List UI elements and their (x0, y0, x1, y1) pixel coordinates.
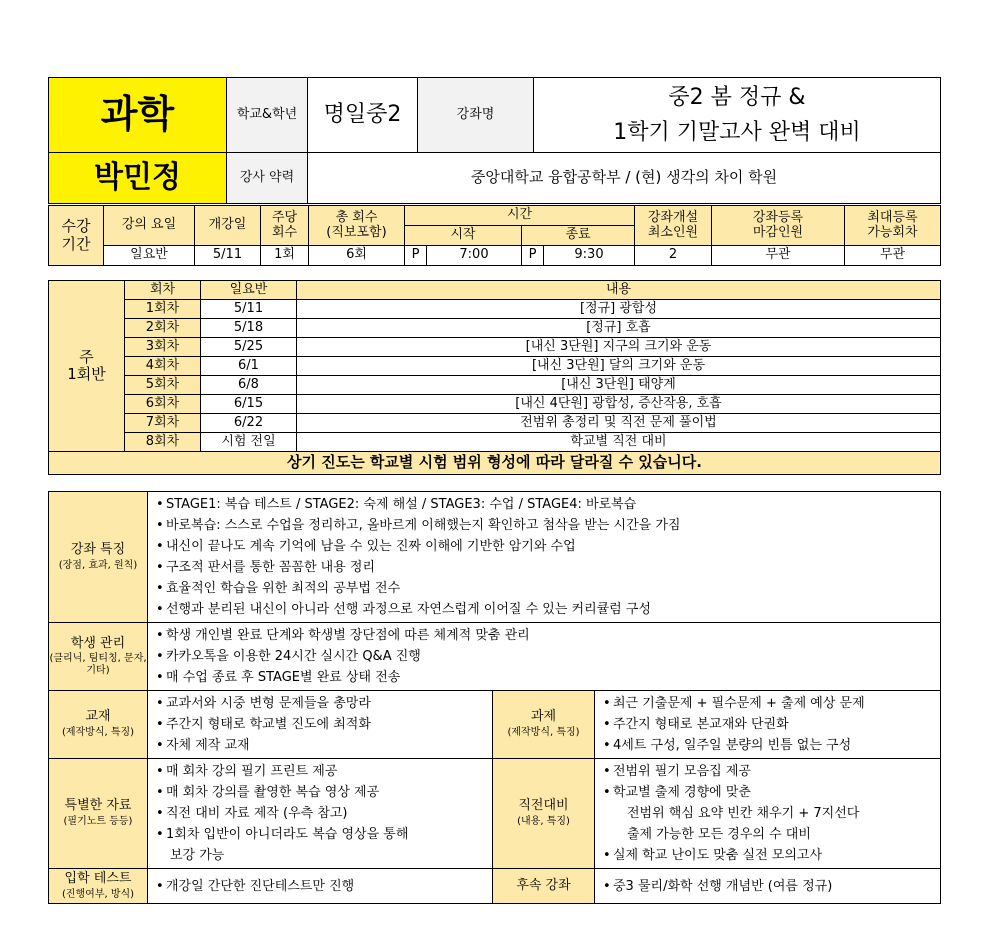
course-feature-sub: (장점, 효과, 원칙) (58, 559, 138, 571)
course-info-table (48, 205, 941, 266)
bullet-icon: • (156, 696, 164, 711)
item-text: 주간지 형태로 본교재와 단권화 (613, 717, 789, 732)
bullet-icon: • (156, 670, 164, 685)
content-cell: [내신 4단원] 광합성, 증산작용, 호흡 (297, 395, 941, 414)
content-cell: [정규] 광합성 (297, 300, 941, 319)
homework-title: 과제 (530, 709, 557, 725)
session-cell: 7회차 (125, 414, 201, 433)
final-sub: (내용, 특징) (517, 816, 570, 828)
teacher-name: 박민정 (49, 153, 227, 204)
end-label: 종료 (522, 226, 635, 246)
list-item (156, 536, 934, 557)
schedule-row (49, 414, 941, 433)
course-name-label: 강좌명 (418, 78, 534, 153)
item-text: 전범위 필기 모음집 제공 (613, 764, 751, 779)
bullet-icon: • (156, 649, 164, 664)
item-text: 자체 제작 교재 (166, 738, 250, 753)
week-label: 주 1회반 (49, 281, 125, 452)
schedule-note: 상기 진도는 학교별 시험 범위 형성에 따라 달라질 수 있습니다. (49, 452, 941, 475)
content-cell: 전범위 총정리 및 직전 문제 풀이법 (297, 414, 941, 433)
item-text: 바로복습: 스스로 수업을 정리하고, 올바르게 이해했는지 확인하고 첨삭을 받는 시간을 가짐 (166, 518, 681, 533)
item-text: 매 회차 강의 필기 프린트 제공 (166, 764, 338, 779)
item-text: 내신이 끝나도 계속 기억에 남을 수 있는 진짜 이해에 기반한 암기와 수업 (166, 539, 576, 554)
time-label: 시간 (405, 206, 635, 226)
course-title-line1: 중2 봄 정규 & (668, 84, 806, 110)
career-label: 강사 약력 (227, 153, 308, 204)
item-text: 카카오톡을 이용한 24시간 실시간 Q&A 진행 (166, 649, 421, 664)
entrance-label (49, 869, 148, 904)
start-ampm: P (405, 246, 427, 266)
item-text: 교과서와 시중 변형 문제들을 총망라 (166, 696, 371, 711)
session-cell: 5회차 (125, 376, 201, 395)
list-item (156, 557, 934, 578)
bullet-icon: • (603, 696, 611, 711)
bullet-icon: • (603, 738, 611, 753)
list-item (156, 667, 934, 688)
bullet-icon: • (156, 764, 164, 779)
total-value: 6회 (309, 246, 405, 266)
item-text: 직전 대비 자료 제작 (우측 참고) (166, 806, 348, 821)
session-cell: 8회차 (125, 433, 201, 452)
bullet-icon: • (156, 497, 164, 512)
item-text: 선행과 분리된 내신이 아니라 선행 과정으로 자연스럽게 이어질 수 있는 커리큘럼 구성 (166, 602, 651, 617)
bullet-icon: • (156, 628, 164, 643)
date-cell: 5/25 (201, 338, 297, 357)
list-item (156, 625, 934, 646)
session-cell: 3회차 (125, 338, 201, 357)
list-item (156, 761, 486, 782)
list-item (156, 578, 934, 599)
student-label (49, 623, 148, 691)
final-title: 직전대비 (518, 798, 569, 814)
list-item (156, 876, 486, 897)
start-date-label: 개강일 (195, 206, 261, 246)
material-list (148, 691, 493, 759)
bullet-icon: • (156, 785, 164, 800)
special-sub: (필기노트 등등) (63, 816, 133, 828)
final-label (493, 759, 595, 869)
entrance-title: 입학 테스트 (64, 870, 132, 886)
list-item (156, 714, 486, 735)
list-item (156, 803, 486, 824)
bullet-icon: • (603, 848, 611, 863)
homework-label (493, 691, 595, 759)
session-cell: 6회차 (125, 395, 201, 414)
item-text: 중3 물리/화학 선행 개념반 (여름 정규) (613, 878, 833, 894)
list-item (156, 494, 934, 515)
content-cell: [내신 3단원] 지구의 크기와 운동 (297, 338, 941, 357)
bullet-icon: • (156, 717, 164, 732)
min-label: 강좌개설 최소인원 (635, 206, 712, 246)
career-value: 중앙대학교 융합공학부 / (현) 생각의 차이 학원 (308, 153, 941, 204)
date-cell: 시험 전일 (201, 433, 297, 452)
start-label: 시작 (405, 226, 522, 246)
follow-content (595, 869, 941, 904)
list-item (603, 693, 934, 714)
col-content-header: 내용 (297, 281, 941, 300)
day-label: 강의 요일 (104, 206, 195, 246)
list-item (156, 824, 486, 845)
item-text: 실제 학교 난이도 맞춤 실전 모의고사 (613, 848, 823, 863)
date-cell: 6/22 (201, 414, 297, 433)
school-grade-label: 학교&학년 (227, 78, 308, 153)
list-item (156, 782, 486, 803)
list-item (156, 735, 486, 756)
day-value: 일요반 (104, 246, 195, 266)
item-text: 효율적인 학습을 위한 최적의 공부법 전수 (166, 581, 401, 596)
bullet-icon: • (603, 785, 611, 800)
list-item (156, 693, 486, 714)
bullet-icon: • (156, 518, 164, 533)
course-feature-label (49, 492, 148, 623)
homework-sub: (제작방식, 특징) (507, 727, 580, 739)
item-text: 학생 개인별 완료 단계와 학생별 장단점에 따른 체계적 맞춤 관리 (166, 628, 530, 643)
content-cell: [내신 3단원] 달의 크기와 운동 (297, 357, 941, 376)
subject-cell: 과학 (49, 78, 227, 153)
session-cell: 1회차 (125, 300, 201, 319)
deadline-value: 무관 (712, 246, 845, 266)
date-cell: 6/15 (201, 395, 297, 414)
follow-label: 후속 강좌 (493, 869, 595, 904)
material-sub: (제작방식, 특징) (61, 727, 135, 739)
entrance-content (148, 869, 493, 904)
item-text: 학교별 출제 경향에 맞춘 (613, 785, 751, 800)
item-text: STAGE1: 복습 테스트 / STAGE2: 숙제 해설 / STAGE3: 수업 / STAGE4: 바로복습 (166, 497, 637, 512)
list-item (156, 646, 934, 667)
weekly-value: 1회 (261, 246, 309, 266)
schedule-row (49, 357, 941, 376)
course-title (534, 78, 941, 153)
bullet-icon: • (603, 717, 611, 732)
student-title: 학생 관리 (70, 635, 126, 651)
max-label: 최대등록 가능회차 (845, 206, 941, 246)
item-text: 매 수업 종료 후 STAGE별 완료 상태 전송 (166, 670, 401, 685)
bullet-icon: • (156, 581, 164, 596)
date-cell: 5/18 (201, 319, 297, 338)
material-title: 교재 (85, 709, 111, 725)
bullet-icon: • (156, 878, 164, 894)
student-list (148, 623, 941, 691)
bullet-icon: • (156, 560, 164, 575)
start-date-value: 5/11 (195, 246, 261, 266)
item-text: 매 회차 강의를 촬영한 복습 영상 제공 (166, 785, 380, 800)
bullet-icon: • (156, 738, 164, 753)
features-table (48, 491, 941, 904)
header-table (48, 77, 941, 204)
bullet-icon: • (156, 539, 164, 554)
list-item-continued: 출제 가능한 모든 경우의 수 대비 (627, 827, 811, 842)
special-list (148, 759, 493, 869)
material-label (49, 691, 148, 759)
session-cell: 4회차 (125, 357, 201, 376)
entrance-sub: (진행여부, 방식) (61, 888, 135, 900)
schedule-row (49, 376, 941, 395)
end-ampm: P (522, 246, 544, 266)
session-cell: 2회차 (125, 319, 201, 338)
date-cell: 6/1 (201, 357, 297, 376)
date-cell: 5/11 (201, 300, 297, 319)
col-session-header: 회차 (125, 281, 201, 300)
item-text: 4세트 구성, 일주일 분량의 빈틈 없는 구성 (613, 738, 852, 753)
list-item-continued: 보강 가능 (170, 848, 225, 863)
period-label: 수강 기간 (49, 206, 104, 266)
list-item (156, 599, 934, 620)
start-time: 7:00 (427, 246, 522, 266)
item-text: 1회차 입반이 아니더라도 복습 영상을 통해 (166, 827, 409, 842)
weekly-label: 주당 회수 (261, 206, 309, 246)
final-list (595, 759, 941, 869)
course-feature-title: 강좌 특징 (70, 541, 126, 557)
list-item (603, 761, 934, 782)
schedule-row (49, 338, 941, 357)
list-item (603, 782, 934, 803)
total-label: 총 회수 (직보포함) (309, 206, 405, 246)
end-time: 9:30 (544, 246, 635, 266)
schedule-row (49, 300, 941, 319)
list-item (603, 876, 934, 897)
list-item (603, 714, 934, 735)
content-cell: [정규] 호흡 (297, 319, 941, 338)
homework-list (595, 691, 941, 759)
schedule-table (48, 280, 941, 475)
course-feature-list (148, 492, 941, 623)
bullet-icon: • (156, 806, 164, 821)
col-day-header: 일요반 (201, 281, 297, 300)
bullet-icon: • (603, 878, 611, 894)
schedule-row (49, 433, 941, 452)
list-item-continued: 전범위 핵심 요약 빈칸 채우기 + 7지선다 (627, 806, 860, 821)
date-cell: 6/8 (201, 376, 297, 395)
special-title: 특별한 자료 (64, 798, 132, 814)
schedule-row (49, 319, 941, 338)
content-cell: [내신 3단원] 태양계 (297, 376, 941, 395)
min-value: 2 (635, 246, 712, 266)
bullet-icon: • (156, 827, 164, 842)
list-item (603, 845, 934, 866)
special-label (49, 759, 148, 869)
student-sub: (클리닉, 팀티칭, 문자, 기타) (49, 653, 147, 676)
item-text: 개강일 간단한 진단테스트만 진행 (166, 878, 355, 894)
list-item (603, 735, 934, 756)
item-text: 구조적 판서를 통한 꼼꼼한 내용 정리 (166, 560, 376, 575)
school-value: 명일중2 (308, 78, 418, 153)
item-text: 주간지 형태로 학교별 진도에 최적화 (166, 717, 371, 732)
deadline-label: 강좌등록 마감인원 (712, 206, 845, 246)
max-value: 무관 (845, 246, 941, 266)
content-cell: 학교별 직전 대비 (297, 433, 941, 452)
course-title-line2: 1학기 기말고사 완벽 대비 (613, 120, 861, 145)
bullet-icon: • (603, 764, 611, 779)
item-text: 최근 기출문제 + 필수문제 + 출제 예상 문제 (613, 696, 865, 711)
bullet-icon: • (156, 602, 164, 617)
schedule-row (49, 395, 941, 414)
list-item (156, 515, 934, 536)
